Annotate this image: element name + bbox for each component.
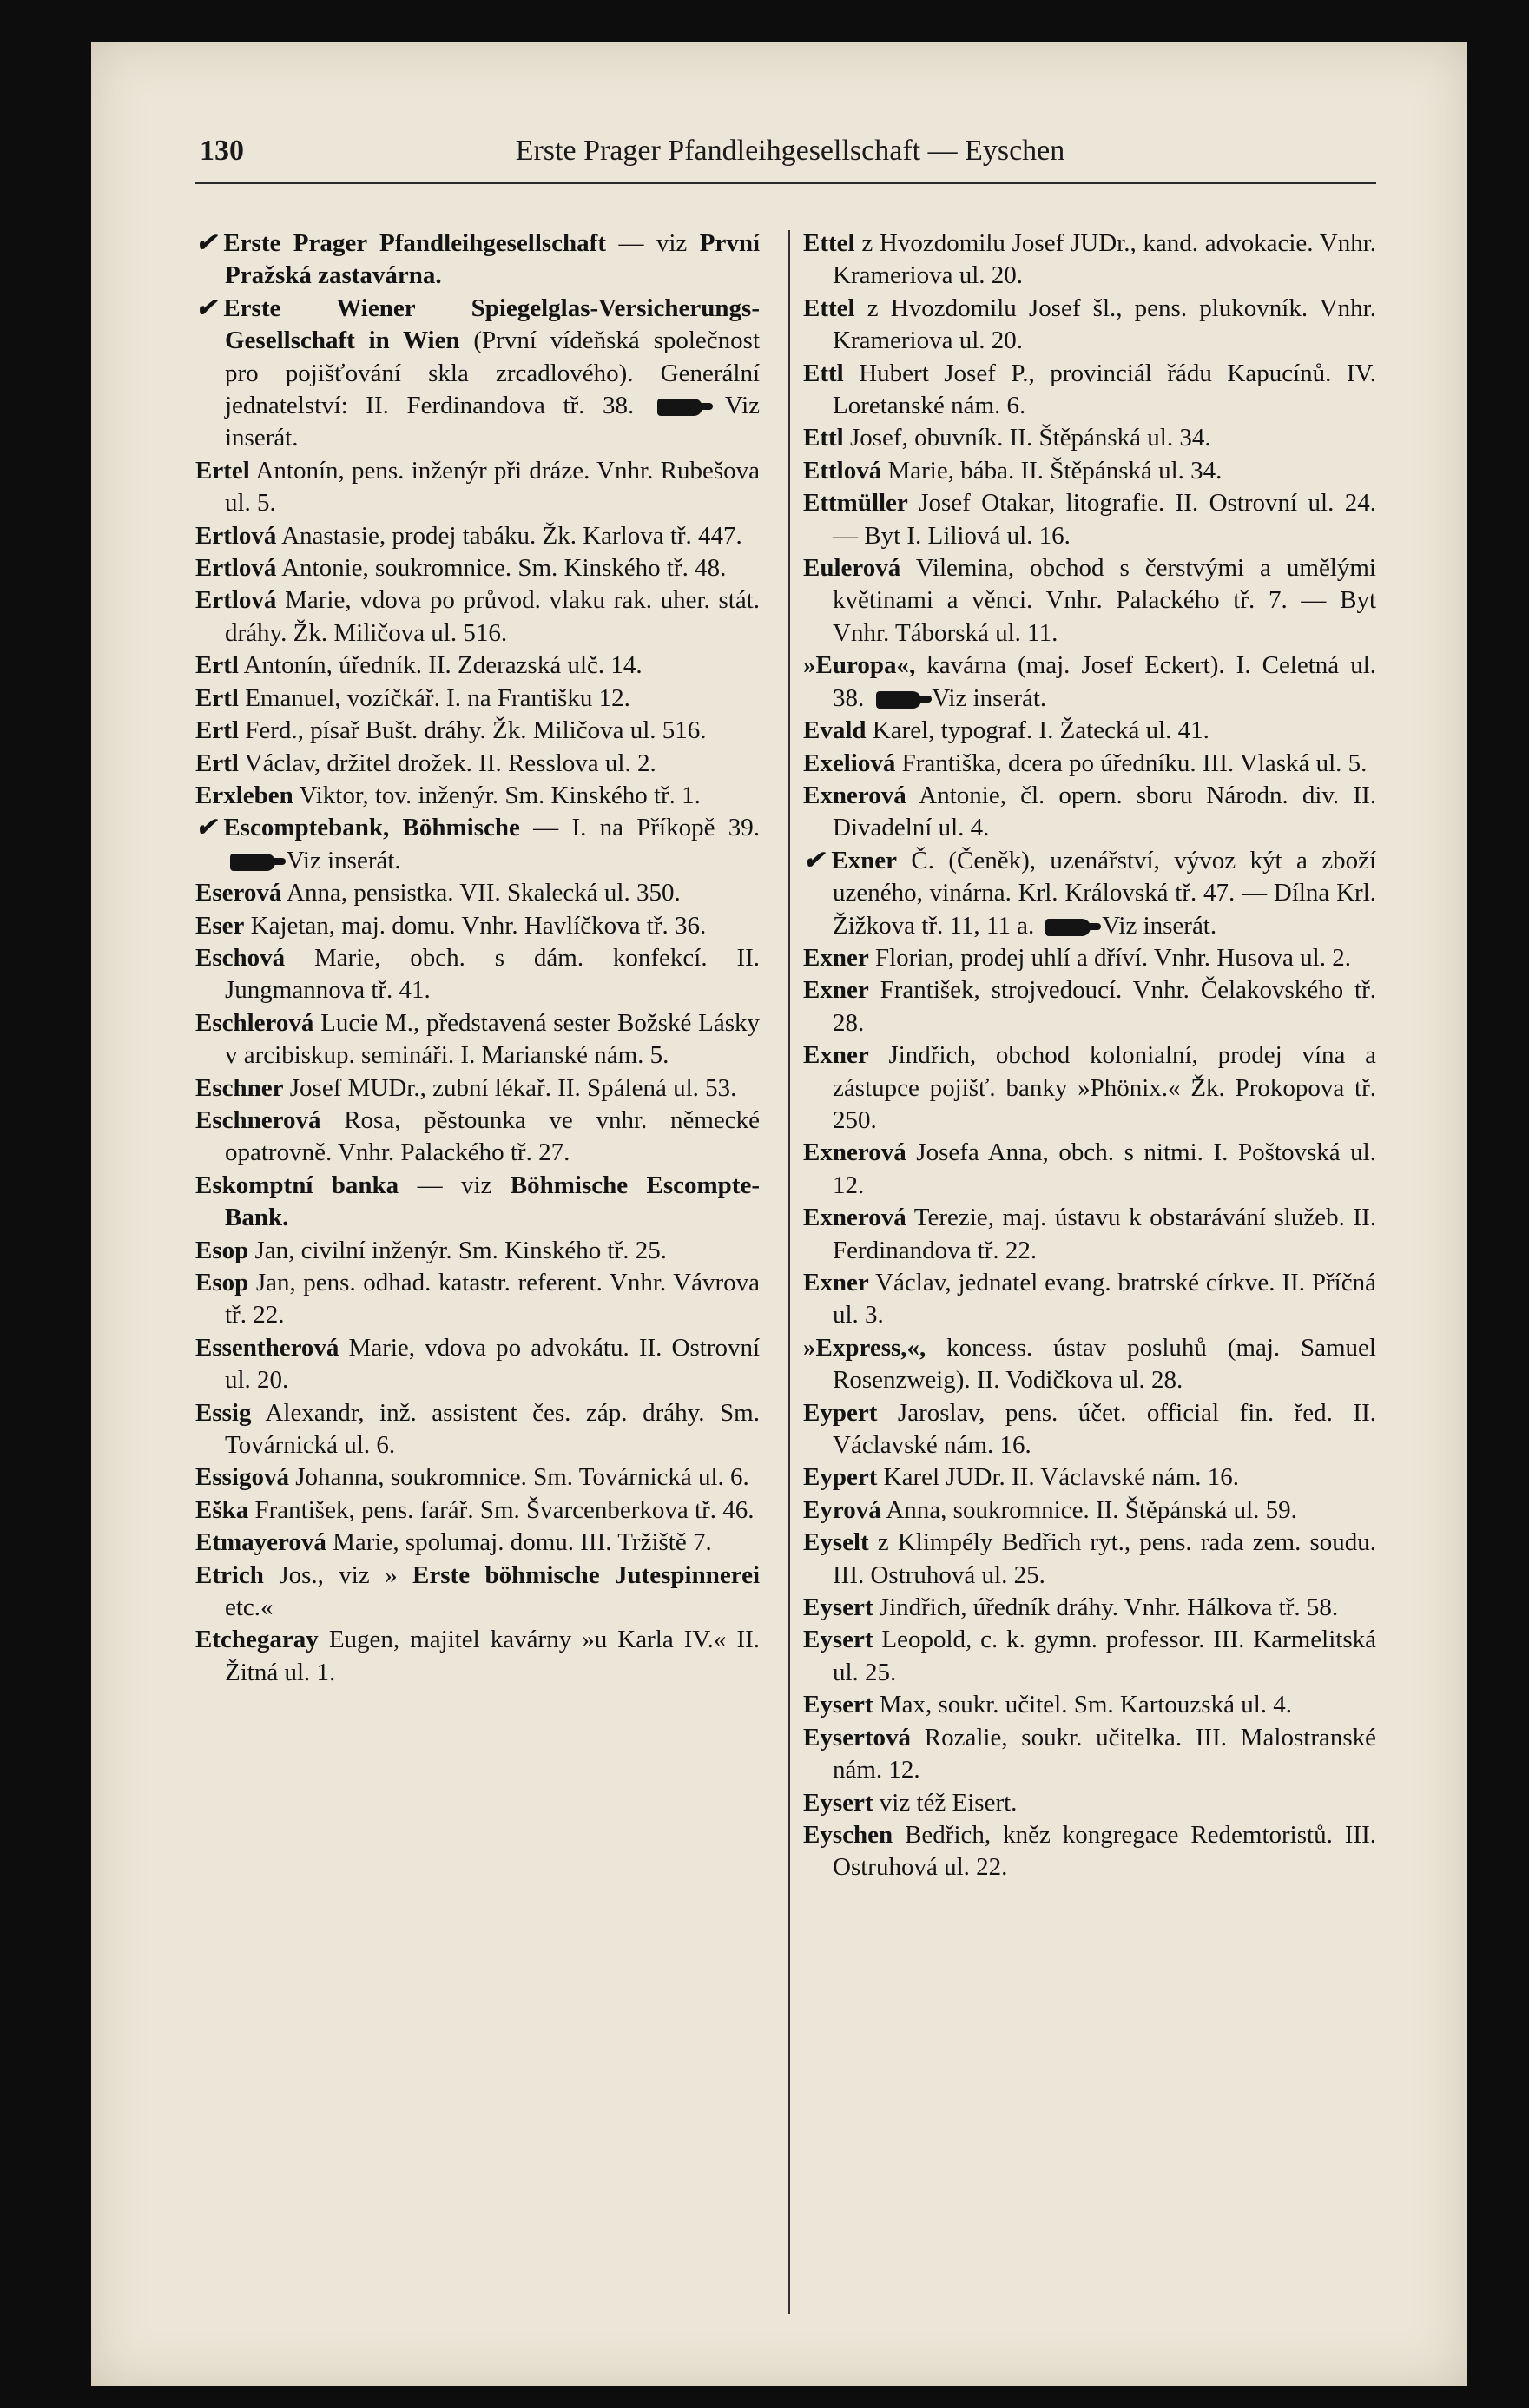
directory-entry	[195, 1267, 760, 1332]
entry-details: z Klimpély Bedřich ryt., pens. rada zem. soudu. III. Ostruhová ul. 25.	[833, 1528, 1377, 1589]
entry-name: Essigová	[195, 1463, 289, 1492]
directory-entry	[195, 780, 760, 812]
right-column	[803, 228, 1376, 1884]
entry-name: Exner	[803, 1041, 869, 1070]
entry-name: Exnerová	[803, 1204, 906, 1232]
entry-details: Karel JUDr. II. Václavské nám. 16.	[883, 1463, 1239, 1492]
entry-details: — I. na Příkopě 39.	[533, 814, 761, 842]
entry-name: Eschlerová	[195, 1008, 314, 1037]
directory-entry	[803, 715, 1376, 747]
directory-entry	[195, 942, 760, 1007]
entry-name: Ettlová	[803, 456, 882, 485]
directory-entry	[803, 1494, 1376, 1527]
directory-entry	[803, 1689, 1376, 1721]
directory-entry	[195, 650, 760, 682]
directory-entry	[803, 228, 1376, 293]
entry-name: Eschner	[195, 1073, 284, 1102]
directory-entry	[195, 228, 760, 293]
entry-name: Etrich	[195, 1560, 264, 1589]
entry-name: Ettl	[803, 359, 844, 387]
entry-name: Ertlová	[195, 554, 277, 583]
entry-details: Lucie M., představená sester Božské Lásky v arcibiskup. semináři. I. Marianské nám. 5.	[225, 1008, 761, 1070]
entry-note: Viz inserát.	[932, 683, 1047, 712]
entry-details: koncess. ústav posluhů (maj. Samuel Rosenzweig). II. Vodičkova ul. 28.	[833, 1333, 1376, 1395]
directory-entry	[195, 1560, 760, 1625]
entry-details: Bedřich, kněz kongregace Redemtoristů. III. Ostruhová ul. 22.	[833, 1820, 1376, 1882]
entry-details: Václav, držitel drožek. II. Resslova ul. 2.	[244, 749, 656, 777]
entry-details: Marie, bába. II. Štěpánská ul. 34.	[887, 456, 1223, 485]
entry-details: Florian, prodej uhlí a dříví. Vnhr. Husova ul. 2.	[874, 943, 1351, 972]
directory-entry	[803, 1267, 1376, 1332]
entry-name: Essentherová	[195, 1333, 339, 1362]
entry-details: Josef Otakar, litografie. II. Ostrovní ul. 24. — Byt I. Liliová ul. 16.	[833, 489, 1376, 550]
directory-entry	[803, 974, 1376, 1039]
entry-details: Rosa, pěstounka ve vnhr. německé opatrovně. Vnhr. Palackého tř. 27.	[225, 1105, 761, 1167]
entry-name: Eyselt	[803, 1528, 869, 1557]
directory-entry	[195, 293, 760, 455]
entry-name: Exnerová	[803, 1138, 906, 1167]
directory-entry	[803, 293, 1376, 358]
entry-name: Eysertová	[803, 1723, 912, 1752]
directory-entry	[195, 1624, 760, 1689]
entry-name: Esop	[195, 1236, 249, 1264]
crest-mark-icon: ✔	[195, 229, 217, 257]
entry-details: kavárna (maj. Josef Eckert). I. Celetná ul. 38.	[833, 651, 1376, 712]
entry-name: Esop	[195, 1269, 249, 1296]
entry-details: Eugen, majitel kavárny »u Karla IV.« II. Žitná ul. 1.	[225, 1626, 761, 1686]
entry-details: Rozalie, soukr. učitelka. III. Malostranské nám. 12.	[833, 1723, 1377, 1785]
directory-entry	[195, 877, 760, 909]
entry-details: Vilemina, obchod s čerstvými a umělými květinami a věnci. Vnhr. Palackého tř. 7. — Byt Vnhr. Táborská ul. 11.	[833, 554, 1376, 647]
entry-name: Exner	[803, 1269, 869, 1296]
entry-details: Jan, pens. odhad. katastr. referent. Vnhr. Vávrova tř. 22.	[225, 1269, 761, 1329]
entry-details: Antonín, pens. inženýr při dráze. Vnhr. Rubešova ul. 5.	[225, 456, 760, 518]
directory-entry	[803, 487, 1376, 552]
entry-name: Eysert	[803, 1626, 873, 1654]
directory-entry	[803, 1039, 1376, 1137]
directory-entry	[803, 942, 1376, 974]
directory-entry	[195, 552, 760, 584]
entry-name: Eyschen	[803, 1820, 893, 1849]
entry-details: František, pens. farář. Sm. Švarcenberkova tř. 46.	[254, 1495, 755, 1524]
entry-details: Emanuel, vozíčkář. I. na Františku 12.	[245, 683, 630, 712]
directory-entry	[195, 1527, 760, 1559]
cross-reference: Erste böhmische Jutespinnerei	[412, 1560, 761, 1589]
entry-details: Marie, vdova po průvod. vlaku rak. uher. stát. dráhy. Žk. Miličova ul. 516.	[225, 586, 760, 647]
entry-details: Ferd., písař Bušt. dráhy. Žk. Miličova ul. 516.	[245, 716, 707, 745]
directory-entry	[803, 422, 1376, 454]
entry-details: Kajetan, maj. domu. Vnhr. Havlíčkova tř. 36.	[250, 911, 707, 940]
directory-entry	[803, 358, 1376, 423]
entry-name: Eser	[195, 911, 245, 940]
entry-details: (První vídeňská společnost pro pojišťování skla zrcadlového). Generální jednatelství: II. Ferdinandova tř. 38.	[225, 327, 760, 420]
entry-name: Eulerová	[803, 554, 901, 583]
entry-details: Františka, dcera po úředníku. III. Vlaská ul. 5.	[901, 749, 1368, 777]
entry-name: Erste Prager Pfandleihgesellschaft	[223, 229, 606, 257]
entry-details: Leopold, c. k. gymn. professor. III. Karmelitská ul. 25.	[833, 1626, 1376, 1686]
directory-entry	[195, 584, 760, 650]
entry-name: »Europa«,	[803, 651, 916, 680]
cross-reference: Böhmische Escompte-Bank.	[225, 1171, 760, 1232]
entry-details: Alexandr, inž. assistent čes. záp. dráhy. Sm. Továrnická ul. 6.	[225, 1398, 760, 1460]
directory-entry	[803, 1461, 1376, 1494]
page-header	[200, 135, 1381, 178]
directory-entry	[803, 1202, 1376, 1267]
entry-details: Antonie, soukromnice. Sm. Kinského tř. 48.	[281, 554, 727, 583]
header-rule	[195, 182, 1376, 184]
entry-note: Viz inserát.	[225, 392, 761, 452]
entry-name: Eysert	[803, 1691, 873, 1719]
entry-details: Anna, pensistka. VII. Skalecká ul. 350.	[287, 879, 681, 907]
pointing-hand-icon	[657, 399, 702, 416]
entry-details: Anna, soukromnice. II. Štěpánská ul. 59.	[886, 1495, 1297, 1524]
directory-entry	[195, 683, 760, 715]
pointing-hand-icon	[1045, 919, 1091, 936]
entry-details: Karel, typograf. I. Žatecká ul. 41.	[872, 716, 1209, 745]
entry-name: Evald	[803, 716, 867, 745]
entry-note: Viz inserát.	[1102, 911, 1217, 940]
entry-details: František, strojvedoucí. Vnhr. Čelakovského tř. 28.	[833, 976, 1377, 1037]
entry-name: Exner	[803, 976, 869, 1005]
directory-entry	[803, 650, 1376, 715]
directory-entry	[195, 715, 760, 747]
directory-entry	[195, 1494, 760, 1527]
crest-mark-icon: ✔	[195, 294, 217, 322]
entry-name: Ettel	[803, 294, 855, 322]
directory-entry	[803, 1592, 1376, 1624]
directory-entry	[803, 1722, 1376, 1787]
directory-entry	[803, 1527, 1376, 1592]
entry-name: Exner	[831, 846, 898, 874]
entry-details: viz též Eisert.	[879, 1788, 1018, 1817]
entry-name: Ertel	[195, 456, 250, 485]
entry-name: Eskomptní banka	[195, 1171, 399, 1199]
entry-name: Ettl	[803, 424, 844, 452]
entry-details: Č. (Čeněk), uzenářství, vývoz kýt a zboží uzeného, vinárna. Krl. Královská tř. 47. — Dílna Krl. Žižkova tř. 11, 11 a.	[833, 846, 1377, 940]
directory-entry	[803, 455, 1376, 487]
entry-name: Ettel	[803, 229, 855, 257]
entry-name: Exeliová	[803, 749, 896, 777]
entry-details: Josef MUDr., zubní lékař. II. Spálená ul. 53.	[289, 1073, 737, 1102]
directory-entry	[195, 812, 760, 877]
entry-name: Eschnerová	[195, 1105, 321, 1134]
directory-entry	[195, 1235, 760, 1267]
entry-name: Ettmüller	[803, 489, 908, 518]
entry-name: Eschová	[195, 943, 286, 972]
entry-details: Jos., viz »	[279, 1560, 398, 1589]
entry-name: Etmayerová	[195, 1528, 326, 1557]
entry-name: Eserová	[195, 879, 282, 907]
entry-name: Eyrová	[803, 1495, 881, 1524]
entry-name: Ertlová	[195, 521, 277, 550]
directory-entry	[195, 1105, 760, 1170]
entry-name: Ertlová	[195, 586, 277, 615]
entry-details: Anastasie, prodej tabáku. Žk. Karlova tř. 447.	[281, 521, 742, 550]
directory-entry	[195, 748, 760, 780]
entry-note: Viz inserát.	[286, 846, 401, 874]
directory-entry	[195, 1332, 760, 1397]
entry-details: — viz	[417, 1171, 492, 1199]
directory-entry	[195, 1461, 760, 1494]
directory-entry	[195, 1007, 760, 1072]
directory-entry	[195, 455, 760, 520]
entry-details: Terezie, maj. ústavu k obstarávání služeb. II. Ferdinandova tř. 22.	[833, 1204, 1376, 1264]
directory-entry	[195, 520, 760, 552]
left-column	[195, 228, 760, 1689]
crest-mark-icon: ✔	[803, 846, 825, 874]
page-number: 130	[200, 135, 244, 167]
entry-name: Etchegaray	[195, 1626, 319, 1654]
directory-entry	[803, 1397, 1376, 1462]
entry-name: Eysert	[803, 1788, 873, 1817]
entry-name: Erxleben	[195, 781, 293, 809]
entry-name: Eypert	[803, 1398, 878, 1427]
entry-details: z Hvozdomilu Josef JUDr., kand. advokacie. Vnhr. Krameriova ul. 20.	[833, 229, 1377, 290]
directory-entry	[803, 748, 1376, 780]
directory-entry	[195, 910, 760, 942]
entry-details: Josefa Anna, obch. s nitmi. I. Poštovská ul. 12.	[833, 1138, 1376, 1199]
running-title: Erste Prager Pfandleihgesellschaft — Eyschen	[515, 135, 1065, 167]
pointing-hand-icon	[876, 691, 921, 709]
cross-reference: První Pražská zastavárna.	[225, 229, 761, 290]
entry-details: Antonín, úředník. II. Zderazská ulč. 14.	[243, 651, 643, 680]
entry-details: — viz	[618, 229, 688, 257]
entry-details: z Hvozdomilu Josef šl., pens. plukovník. Vnhr. Krameriova ul. 20.	[833, 294, 1376, 355]
crest-mark-icon: ✔	[195, 814, 217, 842]
entry-name: Eypert	[803, 1463, 878, 1492]
pointing-hand-icon	[230, 854, 275, 871]
entry-name: Eška	[195, 1495, 249, 1524]
entry-details: Jan, civilní inženýr. Sm. Kinského tř. 25.	[254, 1236, 667, 1264]
entry-name: Ertl	[195, 749, 239, 777]
directory-entry	[803, 1137, 1376, 1202]
directory-entry	[803, 552, 1376, 650]
directory-entry	[195, 1170, 760, 1235]
entry-details: Josef, obuvník. II. Štěpánská ul. 34.	[849, 424, 1211, 452]
entry-name: Escomptebank, Böhmische	[223, 814, 520, 842]
entry-details: Jindřich, obchod kolonialní, prodej vína a zástupce pojišť. banky »Phönix.« Žk. Prokopova tř. 250.	[833, 1041, 1376, 1134]
entry-details: Antonie, čl. opern. sboru Národn. div. II. Divadelní ul. 4.	[833, 781, 1376, 842]
entry-name: Essig	[195, 1398, 252, 1427]
entry-name: Exnerová	[803, 781, 906, 809]
entry-name: Eysert	[803, 1593, 873, 1622]
directory-entry	[803, 1624, 1376, 1689]
directory-entry	[803, 1332, 1376, 1397]
entry-details: Johanna, soukromnice. Sm. Továrnická ul. 6.	[295, 1463, 749, 1492]
directory-entry	[195, 1072, 760, 1105]
entry-details: Jaroslav, pens. účet. official fin. řed. II. Václavské nám. 16.	[833, 1398, 1377, 1460]
entry-details: Jindřich, úředník dráhy. Vnhr. Hálkova tř. 58.	[879, 1593, 1339, 1622]
entry-details: Max, soukr. učitel. Sm. Kartouzská ul. 4.	[879, 1691, 1292, 1719]
entry-details: Marie, spolumaj. domu. III. Tržiště 7.	[333, 1528, 712, 1557]
entry-details: Viktor, tov. inženýr. Sm. Kinského tř. 1.	[299, 781, 701, 809]
directory-entry	[195, 1397, 760, 1462]
entry-name: Erste Wiener Spiegelglas-Versicherungs-Gesellschaft in Wien	[223, 294, 760, 355]
entry-details: Hubert Josef P., provinciál řádu Kapucínů. IV. Loretanské nám. 6.	[833, 359, 1377, 420]
entry-details: Marie, vdova po advokátu. II. Ostrovní ul. 20.	[225, 1333, 761, 1395]
entry-name: Ertl	[195, 716, 239, 745]
entry-name: Ertl	[195, 651, 239, 680]
entry-note: etc.«	[225, 1593, 274, 1622]
entry-name: Ertl	[195, 683, 239, 712]
directory-entry	[803, 780, 1376, 845]
entry-details: Marie, obch. s dám. konfekcí. II. Jungmannova tř. 41.	[225, 943, 761, 1005]
entry-name: Exner	[803, 943, 869, 972]
column-divider	[788, 230, 790, 2314]
directory-entry	[803, 1787, 1376, 1819]
directory-entry	[803, 1819, 1376, 1884]
entry-name: »Express,«,	[803, 1333, 926, 1362]
directory-entry	[803, 845, 1376, 942]
entry-details: Václav, jednatel evang. bratrské církve. II. Příčná ul. 3.	[833, 1269, 1376, 1329]
